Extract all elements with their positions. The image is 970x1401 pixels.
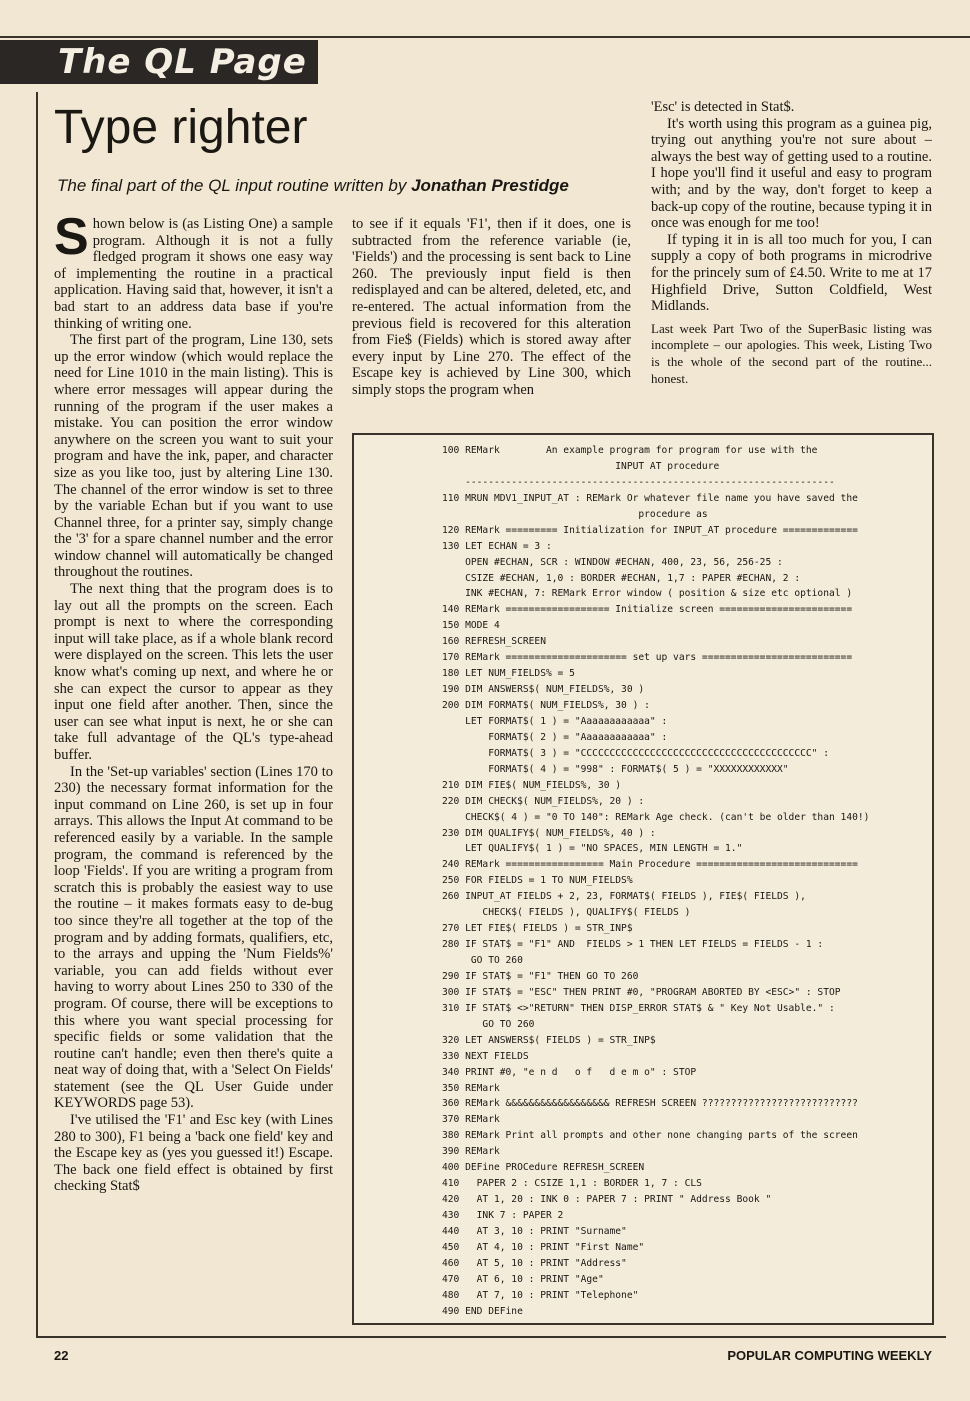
headline: Type righter: [54, 101, 308, 154]
listing-line: 210 DIM FIE$( NUM_FIELDS%, 30 ): [442, 779, 622, 791]
listing-line: 400 DEFine PROCedure REFRESH_SCREEN: [442, 1162, 645, 1174]
paragraph: If typing it in is all too much for you, I can supply a copy of both programs in microdrive for the princely sum of £4.50. Write to me at 17 Highfield Drive, Sutton Coldfield, West Midlands.: [651, 231, 932, 315]
paragraph: The next thing that the program does is to lay out all the prompts on the screen. Each prompt is next to where the corresponding input will take place, as if a whole blank record were displayed on the screen. This lets the user know what's coming up next, and where he or she can expect the cursor to appear as they input one field after another. Then, since the user can see what input is next, he or she can take full advantage of the QL's type-ahead buffer.: [54, 581, 333, 763]
listing-line: 140 REMark ================== Initialize screen =======================: [442, 604, 853, 616]
left-rule: [36, 92, 38, 1336]
listing-line: 220 DIM CHECK$( NUM_FIELDS%, 20 ) :: [442, 795, 645, 807]
listing-line: 100 REMark An example program for program for use with the: [442, 445, 818, 456]
listing-line: LET FORMAT$( 1 ) = "Aaaaaaaaaaaa" :: [442, 715, 668, 727]
listing-line: INPUT AT procedure: [442, 460, 720, 472]
author-name: Jonathan Prestidge: [411, 176, 569, 195]
listing-line: 480 AT 7, 10 : PRINT "Telephone": [442, 1289, 639, 1301]
listing-line: 290 IF STAT$ = "F1" THEN GO TO 260: [442, 970, 639, 982]
listing-line: ----------------------------------------------------------------: [442, 476, 835, 488]
listing-line: 200 DIM FORMAT$( NUM_FIELDS%, 30 ) :: [442, 700, 650, 711]
listing-line: LET QUALIFY$( 1 ) = "NO SPACES, MIN LENGTH = 1.": [442, 843, 743, 855]
listing-line: 410 PAPER 2 : CSIZE 1,1 : BORDER 1, 7 : CLS: [442, 1178, 702, 1190]
listing-line: 310 IF STAT$ <>"RETURN" THEN DISP_ERROR STAT$ & " Key Not Usable." :: [442, 1002, 835, 1014]
article-column-3: [651, 99, 932, 419]
listing-line: 340 PRINT #0, "e n d o f d e m o" : STOP: [442, 1066, 697, 1078]
listing-line: 300 IF STAT$ = "ESC" THEN PRINT #0, "PROGRAM ABORTED BY <ESC>" : STOP: [442, 986, 841, 998]
listing-line: FORMAT$( 3 ) = "CCCCCCCCCCCCCCCCCCCCCCCCCCCCCCCCCCCCCCCC" :: [442, 747, 829, 759]
listing-line: 120 REMark ========= Initialization for INPUT_AT procedure =============: [442, 524, 858, 536]
bottom-rule: [36, 1336, 946, 1338]
paragraph: The first part of the program, Line 130, sets up the error window (which would replace the need for Line 1010 in the main listing). This is where error messages will appear during the running of the program if the user makes a mistake. You can position the error window anywhere on the screen you want to suit your program and have the ink, paper, and character size as you like too, just by altering Line 130. The channel of the error window is set to three by the variable Echan but if you want to use Channel three, for a printer say, simply change the '3' for a spare channel number and the error window channel will automatically be changed throughout the routines.: [54, 332, 333, 581]
listing-line: CHECK$( 4 ) = "0 TO 140": REMark Age check. (can't be older than 140!): [442, 811, 870, 823]
listing-line: 380 REMark Print all prompts and other none changing parts of the screen: [442, 1130, 858, 1142]
listing-line: 430 INK 7 : PAPER 2: [442, 1210, 564, 1221]
listing-line: 460 AT 5, 10 : PRINT "Address": [442, 1257, 627, 1269]
listing-line: 230 DIM QUALIFY$( NUM_FIELDS%, 40 ) :: [442, 827, 656, 839]
program-listing: [442, 443, 924, 1320]
paragraph: 'Esc' is detected in Stat$.: [651, 99, 795, 115]
paragraph: I've utilised the 'F1' and Esc key (with Lines 280 to 300), F1 being a 'back one field' key and the Escape key as (yes you guessed it!) Escape. The back one field effect is obtained by first checking Stat$: [54, 1112, 333, 1195]
listing-line: 440 AT 3, 10 : PRINT "Surname": [442, 1225, 627, 1237]
listing-line: 370 REMark: [442, 1114, 500, 1126]
magazine-name: POPULAR COMPUTING WEEKLY: [727, 1348, 932, 1363]
article-column-1: [54, 216, 333, 1331]
listing-line: CHECK$( FIELDS ), QUALIFY$( FIELDS ): [442, 907, 691, 919]
listing-line: 450 AT 4, 10 : PRINT "First Name": [442, 1241, 645, 1253]
listing-line: 350 REMark: [442, 1082, 500, 1094]
listing-line: 470 AT 6, 10 : PRINT "Age": [442, 1273, 604, 1285]
listing-line: GO TO 260: [442, 955, 523, 966]
listing-line: 390 REMark: [442, 1146, 500, 1158]
section-banner-text: The QL Page: [58, 42, 307, 82]
listing-line: 190 DIM ANSWERS$( NUM_FIELDS%, 30 ): [442, 684, 645, 696]
listing-line: INK #ECHAN, 7: REMark Error window ( position & size etc optional ): [442, 588, 853, 600]
listing-line: 180 LET NUM_FIELDS% = 5: [442, 668, 575, 680]
listing-line: GO TO 260: [442, 1018, 535, 1030]
listing-line: procedure as: [442, 508, 708, 520]
paragraph: to see if it equals 'F1', then if it does, one is subtracted from the reference variable (ie, 'Fields') and the processing is sent back to Line 260. The previously input field is then redisplayed and can be altered, deleted, etc, and re-entered. The actual information from the previous field is recovered for this alteration from Fie$ (Fields) which is stored away after every input by Line 270. The effect of the Escape key is achieved by Line 300, which simply stops the program when: [352, 216, 631, 398]
top-rule: [0, 36, 970, 38]
listing-line: FORMAT$( 4 ) = "998" : FORMAT$( 5 ) = "XXXXXXXXXXXX": [442, 763, 789, 775]
listing-line: 420 AT 1, 20 : INK 0 : PAPER 7 : PRINT " Address Book ": [442, 1194, 772, 1206]
paragraph: In the 'Set-up variables' section (Lines 170 to 230) the necessary format information for the input command on Line 260, is set up in four arrays. This allows the Input At command to be referenced easily by a variable. In the sample program, the command is referenced by the loop 'Fields'. If you are writing a program from scratch this is probably the easiest way to use the routine – it makes formats easy to de-bug too since they're all together at the top of the program and by adding formats, qualifiers, etc, to the arrays and upping the 'Num Fields%' variable, you can add fields without ever having to worry about Lines 250 to 330 of the program. Of course, there will be exceptions to this where you want special processing for specific fields or some validation that the routine can't handle; even then there's quite a neat way of doing that, with a 'Select On Fields' statement (see the QL User Guide under KEYWORDS page 53).: [54, 763, 333, 1112]
listing-line: 490 END DEFine: [442, 1305, 523, 1317]
listing-line: 320 LET ANSWERS$( FIELDS ) = STR_INP$: [442, 1034, 656, 1046]
program-listing-box: [352, 433, 934, 1325]
page-number: 22: [54, 1348, 69, 1363]
article-column-2: [352, 216, 631, 416]
listing-line: 170 REMark ===================== set up vars ==========================: [442, 652, 853, 664]
listing-line: 280 IF STAT$ = "F1" AND FIELDS > 1 THEN LET FIELDS = FIELDS - 1 :: [442, 939, 824, 951]
paragraph-text: hown below is (as Listing One) a sample program. Although it is not a fully fledged program it shows one easy way of implementing the routine in a practical application. Having said that, however, it isn't a bad start to an address data base if you're thinking of writing one.: [54, 216, 333, 332]
listing-line: 160 REFRESH_SCREEN: [442, 636, 546, 648]
listing-line: 130 LET ECHAN = 3 :: [442, 540, 552, 552]
drop-cap: S: [54, 216, 89, 266]
listing-line: 330 NEXT FIELDS: [442, 1050, 529, 1062]
listing-line: OPEN #ECHAN, SCR : WINDOW #ECHAN, 400, 23, 56, 256-25 :: [442, 556, 783, 568]
editor-note: Last week Part Two of the SuperBasic listing was incomplete – our apologies. This week, Listing Two is the whole of the second part of the routine... honest.: [651, 320, 932, 386]
listing-line: 110 MRUN MDV1_INPUT_AT : REMark Or whatever file name you have saved the: [442, 492, 858, 504]
paragraph: It's worth using this program as a guinea pig, trying out anything you're not sure about – always the best way of getting used to a routine. I hope you'll find it useful and easy to program with; and by the way, don't forget to keep a back-up copy of the routine, because typing it in once was enough for me too!: [651, 115, 932, 232]
listing-line: FORMAT$( 2 ) = "Aaaaaaaaaaaa" :: [442, 731, 668, 743]
standfirst: [57, 176, 569, 196]
standfirst-text: The final part of the QL input routine written by: [57, 176, 412, 195]
paragraph: [54, 216, 333, 332]
listing-line: 360 REMark &&&&&&&&&&&&&&&&&& REFRESH SCREEN ???????????????????????????: [442, 1098, 858, 1110]
listing-line: 240 REMark ================= Main Procedure ============================: [442, 859, 858, 871]
listing-line: CSIZE #ECHAN, 1,0 : BORDER #ECHAN, 1,7 : PAPER #ECHAN, 2 :: [442, 572, 801, 584]
section-banner: [0, 40, 318, 84]
listing-line: 150 MODE 4: [442, 620, 500, 632]
listing-line: 250 FOR FIELDS = 1 TO NUM_FIELDS%: [442, 875, 633, 887]
listing-line: 260 INPUT_AT FIELDS + 2, 23, FORMAT$( FIELDS ), FIE$( FIELDS ),: [442, 891, 806, 903]
listing-line: 270 LET FIE$( FIELDS ) = STR_INP$: [442, 923, 633, 935]
